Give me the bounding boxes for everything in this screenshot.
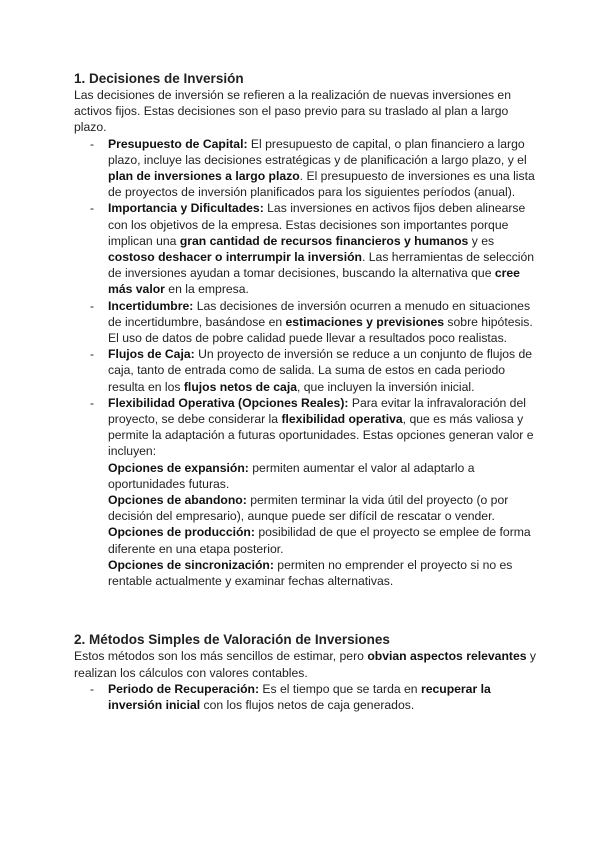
text: Para evitar la infravaloración del proyecto, se debe considerar la [108,395,526,427]
text: en la empresa. [164,282,249,297]
bold-text: cree más valor [108,266,520,297]
section-spacer [74,589,540,631]
text: Es el tiempo que se tarda en [259,681,421,696]
bullet-dash: - [90,298,95,313]
section-1-title: 1. Decisiones de Inversión [74,71,244,86]
list-item-flexibilidad [90,395,540,589]
bold-text: costoso deshacer o interrumpir la inversión [108,250,362,265]
bullet-dash: - [90,136,95,151]
section-2-list [74,681,540,713]
list-item-periodo-recuperacion [90,681,540,713]
text: Las decisiones de inversión ocurren a menudo en situaciones de incertidumbre, basándose en [108,298,531,329]
text: y realizan los cálculos con valores contables. [74,649,536,680]
option-term: Opciones de sincronización: [108,557,274,572]
text: con los flujos netos de caja generados. [200,697,415,712]
list-item-importancia [90,200,540,297]
option-expansion [108,460,540,492]
term: Incertidumbre: [108,298,194,313]
list-item-presupuesto [90,136,540,201]
text: Estos métodos son los más sencillos de estimar, pero [74,649,368,664]
term: Periodo de Recuperación: [108,681,260,696]
text: y es [468,233,495,248]
text: , que incluyen la inversión inicial. [296,379,475,394]
text: Un proyecto de inversión se reduce a un conjunto de flujos de caja, tanto de entrada como de salida. La suma de estos en cada periodo resulta en los [108,347,533,394]
option-term: Opciones de producción: [108,525,255,540]
text: , que es más valiosa y permite la adaptación a futuras oportunidades. Estas opciones generan valor e incluyen: [108,412,534,459]
bold-text: flujos netos de caja [183,379,297,394]
bullet-dash: - [90,201,95,216]
option-sincronizacion [108,557,540,589]
option-term: Opciones de abandono: [108,493,247,508]
text: Las inversiones en activos fijos deben alinearse con los objetivos de la empresa. Estas decisiones son importantes porque implican una [108,201,526,248]
list-item-flujos [90,346,540,395]
option-text: posibilidad de que el proyecto se emplee de forma diferente en una etapa posterior. [108,525,531,556]
bold-text: gran cantidad de recursos financieros y humanos [179,233,469,248]
list-item-incertidumbre [90,298,540,347]
section-2-title: 2. Métodos Simples de Valoración de Inversiones [74,632,390,648]
option-abandono [108,492,540,524]
term: Flujos de Caja: [108,347,195,362]
section-1-list [74,136,540,590]
option-term: Opciones de expansión: [108,460,249,475]
text: . Las herramientas de selección de inversiones ayudan a tomar decisiones, buscando la alternativa que [108,250,535,281]
option-text: permiten terminar la vida útil del proyecto (o por decisión del empresario), aunque puede ser difícil de rescatar o vender. [108,493,509,524]
term: Importancia y Dificultades: [108,201,264,216]
bullet-dash: - [90,395,95,410]
section-2-intro [74,648,540,680]
option-text: permiten no emprender el proyecto si no es rentable actualmente y examinar fechas alternativas. [108,557,513,589]
text: sobre hipótesis. El uso de datos de pobre calidad puede llevar a resultados poco realistas. [108,314,533,346]
text: El presupuesto de capital, o plan financiero a largo plazo, incluye las decisiones estratégicas y de planificación a largo plazo, y el [108,136,527,167]
section-1-intro: Las decisiones de inversión se refieren a la realización de nuevas inversiones en activos fijos. Estas decisiones son el paso previo para su traslado al plan a largo plazo. [74,88,511,135]
option-produccion [108,524,540,556]
option-text: permiten aumentar el valor al adaptarlo a oportunidades futuras. [108,460,475,491]
text: . El presupuesto de inversiones es una lista de proyectos de inversión planificados para los siguientes períodos (anual). [108,169,535,200]
bold-text: flexibilidad operativa [281,412,403,427]
bold-text: estimaciones y previsiones [285,314,445,329]
bold-text: plan de inversiones a largo plazo [108,169,300,184]
term: Presupuesto de Capital: [108,136,248,151]
bullet-dash: - [90,347,95,362]
bold-text: recuperar la inversión inicial [108,681,491,712]
term: Flexibilidad Operativa (Opciones Reales): [108,395,349,410]
bullet-dash: - [90,681,95,696]
bold-text: obvian aspectos relevantes [367,649,527,664]
